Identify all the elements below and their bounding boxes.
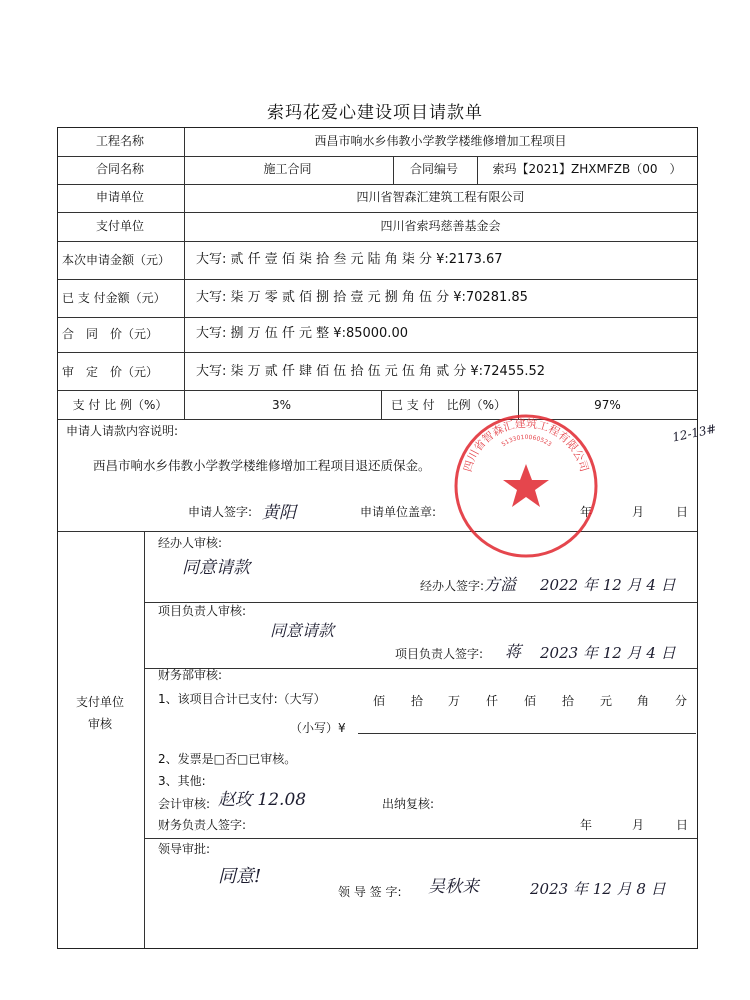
finance-small-label: （小写）¥ bbox=[290, 721, 346, 735]
finance-unit-char: 万 bbox=[448, 694, 461, 708]
row-divider bbox=[58, 419, 697, 420]
row-divider bbox=[144, 668, 697, 669]
label-pay-ratio: 支 付 比 例（%） bbox=[72, 398, 168, 412]
seal-star-icon bbox=[503, 464, 549, 507]
applicant-signature: 黄阳 bbox=[262, 503, 296, 523]
applicant-sign-label: 申请人签字: bbox=[188, 505, 253, 519]
label-contract-price: 合 同 价（元） bbox=[62, 327, 159, 341]
handler-date: 2022 年 12 月 4 日 bbox=[540, 576, 676, 594]
request-date-month: 月 bbox=[632, 505, 645, 519]
finance-line-1: 1、该项目合计已支付:（大写） bbox=[158, 692, 326, 706]
request-content: 西昌市响水乡伟教小学教学楼维修增加工程项目退还质保金。 bbox=[93, 458, 431, 473]
label-paid-ratio: 已 支 付 比例（%） bbox=[390, 398, 507, 412]
finance-unit-char: 拾 bbox=[411, 694, 424, 708]
finance-unit-char: 角 bbox=[637, 694, 650, 708]
cashier-label: 出纳复核: bbox=[382, 797, 435, 811]
finance-units bbox=[360, 692, 700, 708]
value-paid-amount: 大写: 柒 万 零 贰 佰 捌 拾 壹 元 捌 角 伍 分 ¥:70281.85 bbox=[196, 290, 528, 305]
request-date-year: 年 bbox=[580, 505, 593, 519]
handler-review-title: 经办人审核: bbox=[158, 536, 223, 550]
payment-request-form bbox=[57, 127, 698, 949]
form-title: 索玛花爱心建设项目请款单 bbox=[267, 103, 483, 123]
pm-date: 2023 年 12 月 4 日 bbox=[540, 644, 676, 662]
finance-date-month: 月 bbox=[632, 818, 645, 832]
finance-date-day: 日 bbox=[676, 818, 689, 832]
finance-line-3: 3、其他: bbox=[158, 774, 206, 788]
handler-signature: 方溢 bbox=[484, 575, 517, 594]
label-contract-name: 合同名称 bbox=[95, 162, 144, 176]
label-applicant-unit: 申请单位 bbox=[95, 190, 144, 204]
label-pay-unit: 支付单位 bbox=[95, 219, 144, 233]
value-pay-ratio: 3% bbox=[271, 398, 292, 412]
leader-signature: 吴秋来 bbox=[428, 877, 479, 897]
row-divider bbox=[58, 184, 697, 185]
row-divider bbox=[58, 156, 697, 157]
seal-number: 5133010060523 bbox=[500, 434, 553, 449]
row-divider bbox=[58, 531, 697, 532]
request-header: 申请人请款内容说明: bbox=[66, 424, 179, 438]
label-apply-amount: 本次申请金额（元） bbox=[62, 253, 171, 267]
pm-sign-label: 项目负责人签字: bbox=[395, 647, 484, 661]
value-contract-no: 索玛【2021】ZHXMFZB（00 ） bbox=[492, 162, 682, 176]
label-project-name: 工程名称 bbox=[95, 134, 144, 148]
finance-unit-char: 佰 bbox=[373, 694, 386, 708]
finance-unit-char: 分 bbox=[675, 694, 688, 708]
accountant-signature: 赵玫 12.08 bbox=[218, 790, 307, 810]
column-divider bbox=[144, 531, 145, 948]
finance-review-title: 财务部审核: bbox=[158, 668, 223, 682]
handler-sign-label: 经办人签字: bbox=[420, 579, 485, 593]
value-contract-name: 施工合同 bbox=[263, 162, 312, 176]
finance-unit-char: 佰 bbox=[524, 694, 537, 708]
finance-unit-char: 元 bbox=[600, 694, 613, 708]
finance-unit-char: 拾 bbox=[562, 694, 575, 708]
row-divider bbox=[58, 390, 697, 391]
pm-opinion: 同意请款 bbox=[270, 621, 335, 640]
accountant-label: 会计审核: bbox=[158, 797, 211, 811]
leader-sign-label: 领 导 签 字: bbox=[338, 885, 402, 899]
side-note: 12-13# bbox=[671, 421, 718, 445]
row-divider bbox=[58, 352, 697, 353]
label-paid-amount: 已 支 付金额（元） bbox=[62, 291, 166, 305]
finance-date-year: 年 bbox=[580, 818, 593, 832]
value-pay-unit: 四川省索玛慈善基金会 bbox=[380, 219, 501, 233]
handler-opinion: 同意请款 bbox=[182, 558, 250, 578]
label-contract-no: 合同编号 bbox=[409, 162, 458, 176]
value-apply-amount: 大写: 贰 仟 壹 佰 柒 拾 叁 元 陆 角 柒 分 ¥:2173.67 bbox=[196, 252, 503, 267]
leader-opinion: 同意! bbox=[218, 866, 262, 887]
label-audit-price: 审 定 价（元） bbox=[62, 365, 159, 379]
row-divider bbox=[144, 602, 697, 603]
review-section-label-2: 审核 bbox=[87, 717, 112, 731]
leader-review-title: 领导审批: bbox=[158, 842, 211, 856]
leader-date: 2023 年 12 月 8 日 bbox=[530, 880, 666, 898]
value-applicant-unit: 四川省智森汇建筑工程有限公司 bbox=[356, 190, 525, 204]
seal-text: 四川省智森汇建筑工程有限公司 bbox=[461, 416, 591, 474]
company-seal-stamp bbox=[452, 412, 600, 560]
finance-line-2: 2、发票是□否□已审核。 bbox=[158, 752, 297, 766]
row-divider bbox=[144, 838, 697, 839]
row-divider bbox=[58, 212, 697, 213]
finance-unit-char: 仟 bbox=[486, 694, 499, 708]
row-divider bbox=[58, 241, 697, 242]
finance-amount-line bbox=[358, 733, 696, 734]
value-project-name: 西昌市响水乡伟教小学教学楼维修增加工程项目 bbox=[314, 134, 567, 148]
row-divider bbox=[58, 279, 697, 280]
pm-review-title: 项目负责人审核: bbox=[158, 604, 247, 618]
value-paid-ratio: 97% bbox=[594, 398, 621, 412]
review-section-label: 支付单位 bbox=[75, 695, 124, 709]
request-date-day: 日 bbox=[676, 505, 689, 519]
finance-head-label: 财务负责人签字: bbox=[158, 818, 247, 832]
pm-signature: 蒋 bbox=[505, 642, 522, 661]
seal-label: 申请单位盖章: bbox=[360, 505, 437, 519]
value-contract-price: 大写: 捌 万 伍 仟 元 整 ¥:85000.00 bbox=[196, 326, 408, 341]
row-divider bbox=[58, 317, 697, 318]
value-audit-price: 大写: 柒 万 贰 仟 肆 佰 伍 拾 伍 元 伍 角 贰 分 ¥:72455.52 bbox=[196, 364, 546, 379]
